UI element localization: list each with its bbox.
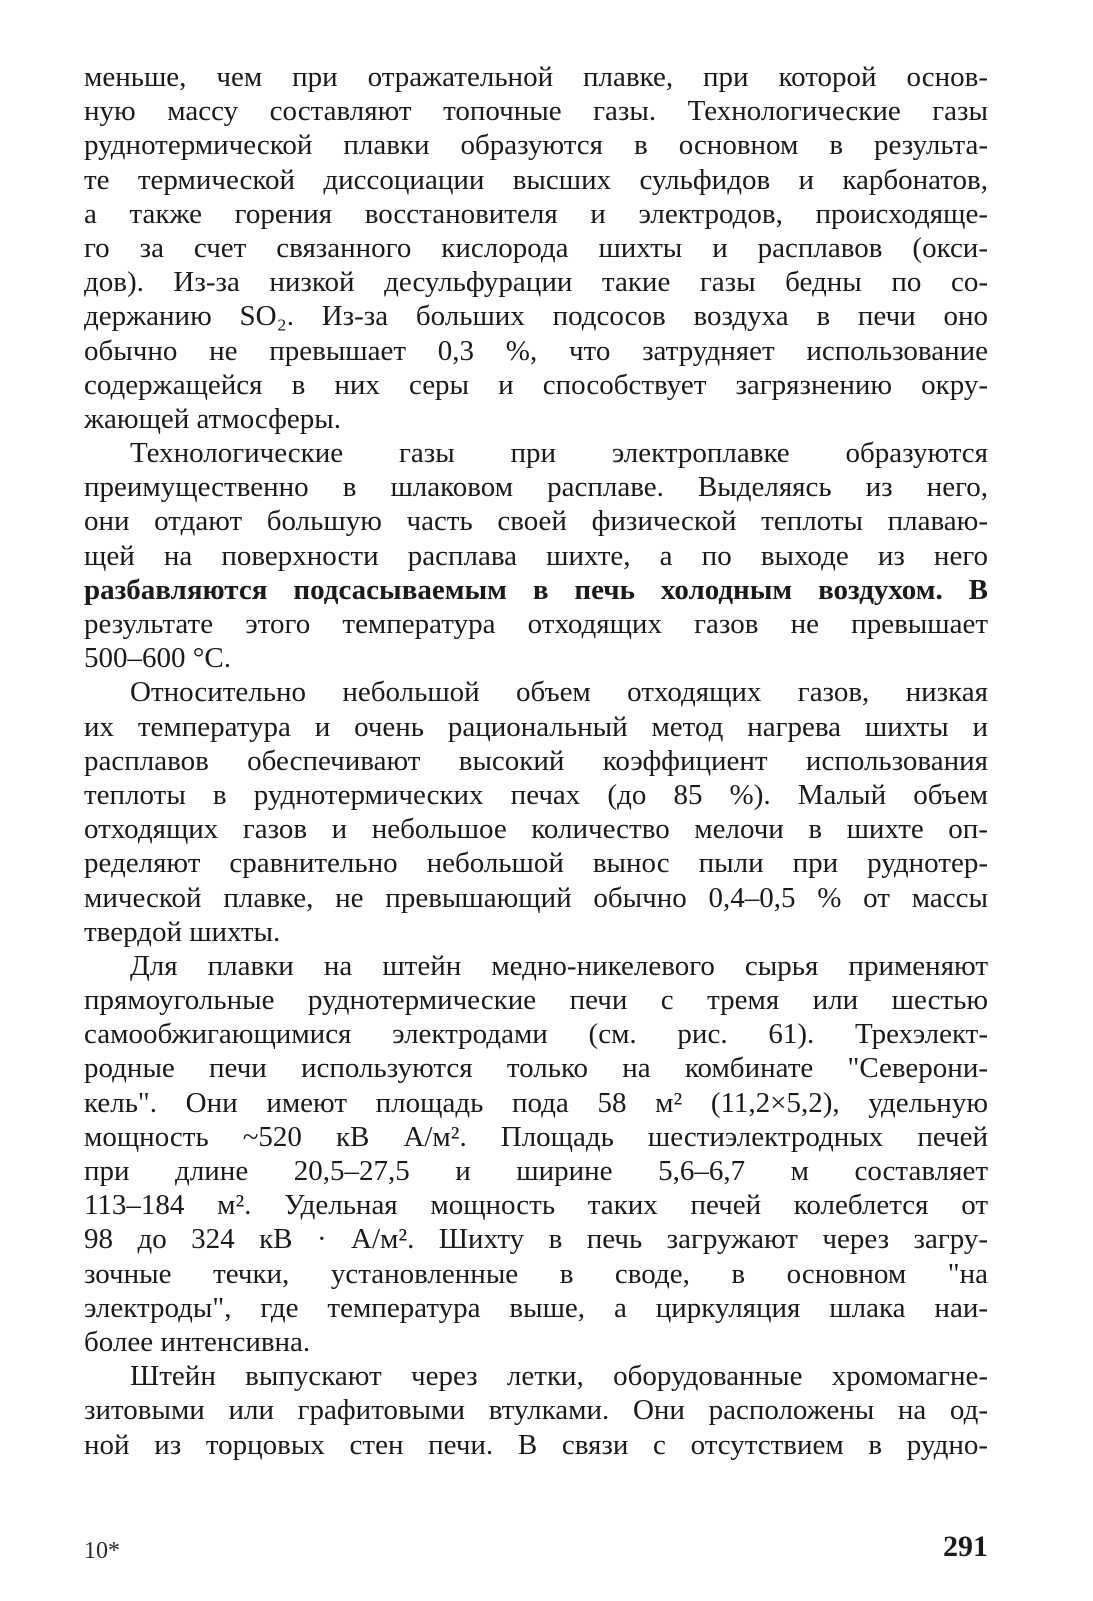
text-line: твердой шихты.	[84, 915, 281, 948]
text-line: результате этого температура отходящих газов не превышает	[84, 608, 988, 640]
text-line: родные печи используются только на комбинате "Северони-	[84, 1052, 988, 1085]
text-line: жающей атмосферы.	[84, 402, 342, 435]
text-line: обычно не превышает 0,3 %, что затрудняет использование	[84, 334, 988, 367]
text-line: преимущественно в шлаковом расплаве. Выделяясь из него,	[84, 471, 988, 504]
text-line: ределяют сравнительно небольшой вынос пыли при руднотер-	[84, 847, 988, 880]
text-line: они отдают большую часть своей физической теплоты плаваю-	[84, 505, 988, 538]
text-line: меньше, чем при отражательной плавке, при которой основ-	[84, 61, 988, 93]
text-line: зочные течки, установленные в своде, в основном "на	[84, 1257, 988, 1290]
text-line: мической плавке, не превышающий обычно 0,4–0,5 % от массы	[84, 881, 988, 914]
text-line: мощность ~520 кВ А/м². Площадь шестиэлектродных печей	[84, 1120, 988, 1153]
text-line: 113–184 м². Удельная мощность таких печей колеблется от	[84, 1189, 988, 1222]
paragraph-4	[84, 949, 988, 1359]
page-footer	[84, 1530, 988, 1570]
text-line: Для плавки на штейн медно-никелевого сырья применяют	[130, 949, 988, 982]
text-line: более интенсивна.	[84, 1325, 311, 1358]
paragraph-3	[84, 675, 988, 949]
text-line: теплоты в руднотермических печах (до 85 %). Малый объем	[84, 778, 988, 811]
text-line: щей на поверхности расплава шихте, а по выходе из него	[84, 539, 988, 572]
text-line: электроды", где температура выше, а циркуляция шлака наи-	[84, 1291, 988, 1324]
text-line: самообжигающимися электродами (см. рис. 61). Трехэлект-	[84, 1018, 988, 1051]
signature-mark: 10*	[84, 1538, 120, 1564]
text-line: руднотермической плавки образуются в основном в результа-	[84, 129, 988, 162]
page-number: 291	[943, 1530, 988, 1563]
text-line: держанию SO₂. Из-за больших подсосов воздуха в печи оно	[84, 300, 988, 333]
text-line: Технологические газы при электроплавке образуются	[130, 437, 988, 470]
text-line: го за счет связанного кислорода шихты и расплавов (окси-	[84, 231, 988, 264]
page-text	[84, 60, 988, 1462]
text-line: зитовыми или графитовыми втулками. Они расположены на од-	[84, 1394, 988, 1427]
paragraph-5	[84, 1359, 988, 1462]
text-line: отходящих газов и небольшое количество мелочи в шихте оп-	[84, 813, 988, 846]
text-line: прямоугольные руднотермические печи с тремя или шестью	[84, 984, 988, 1017]
text-line: 500–600 °С.	[84, 642, 231, 675]
text-line: а также горения восстановителя и электродов, происходяще-	[84, 197, 988, 230]
text-line: дов). Из-за низкой десульфурации такие газы бедны по со-	[84, 266, 988, 299]
text-line: разбавляются подсасываемым в печь холодным воздухом. В	[84, 573, 988, 606]
text-line: Штейн выпускают через летки, оборудованные хромомагне-	[130, 1360, 988, 1393]
text-line: содержащейся в них серы и способствует загрязнению окру-	[84, 368, 988, 401]
paragraph-1	[84, 60, 988, 436]
text-line: ную массу составляют топочные газы. Технологические газы	[84, 95, 988, 128]
paragraph-2	[84, 436, 988, 675]
text-line: те термической диссоциации высших сульфидов и карбонатов,	[84, 163, 988, 196]
text-line: их температура и очень рациональный метод нагрева шихты и	[84, 710, 988, 743]
text-line: расплавов обеспечивают высокий коэффициент использования	[84, 744, 988, 777]
text-line: ной из торцовых стен печи. В связи с отсутствием в рудно-	[84, 1428, 988, 1461]
text-line: 98 до 324 кВ · А/м². Шихту в печь загружают через загру-	[84, 1223, 988, 1256]
text-line: Относительно небольшой объем отходящих газов, низкая	[130, 676, 988, 709]
text-line: при длине 20,5–27,5 и ширине 5,6–6,7 м составляет	[84, 1155, 988, 1187]
text-line: кель". Они имеют площадь пода 58 м² (11,2×5,2), удельную	[84, 1086, 988, 1119]
